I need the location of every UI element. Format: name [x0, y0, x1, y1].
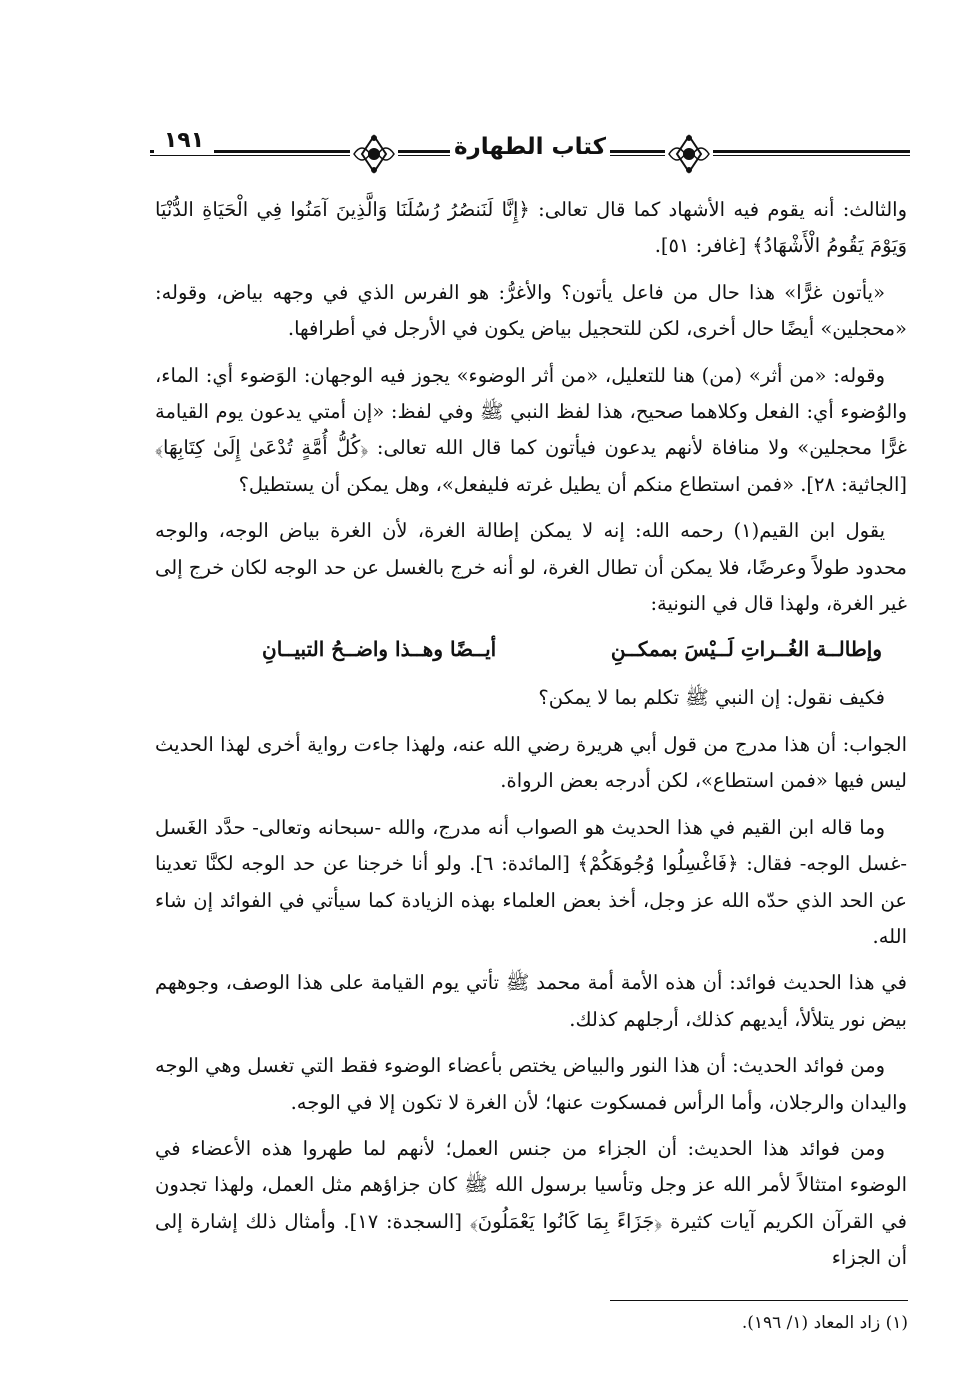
page-number: ١٩١: [154, 128, 214, 154]
page-header: [150, 128, 910, 188]
floral-ornament-icon: [350, 132, 398, 176]
poetry-verse: [262, 632, 882, 666]
paragraph: ومن فوائد الحديث: أن هذا النور والبياض يختص بأعضاء الوضوء فقط التي تغسل وهي الوجه واليدان والرجلان، وأما الرأس فمسكوت عنها؛ لأن الغرة لا تكون إلا في الوجه.: [155, 1054, 907, 1114]
floral-ornament-icon: [665, 132, 713, 176]
paragraph: «يأتون غرًّا» هذا حال من فاعل يأتون؟ والأغرُّ: هو الفرس الذي في وجهه بياض، وقوله: «محجلين» أيضًا حال أخرى، لكن للتحجيل بياض يكون في الأرجل في أطرافها.: [155, 280, 907, 341]
verse-first-half: وإطالــة الغُــراتِ لَــيْسَ بممكــنِ: [610, 637, 882, 662]
chapter-title: كتاب الطهارة: [450, 134, 610, 174]
paragraph: والثالث: أنه يقوم فيه الأشهاد كما قال تعالى: ﴿إِنَّا لَنَنصُرُ رُسُلَنَا وَالَّذِينَ آمَنُوا فِي الْحَيَاةِ الدُّنْيَا وَيَوْمَ يَقُومُ الْأَشْهَادُ﴾ [غافر: ٥١].: [155, 198, 907, 258]
paragraph: يقول ابن القيم(١) رحمه الله: إنه لا يمكن إطالة الغرة، لأن الغرة بياض الوجه، والوجه محدود طولاً وعرضًا، فلا يمكن أن تطال الغرة، لو أنه خرج بالغسل عن حد الوجه لكان خرج إلى غير الغرة، ولهذا قال في النونية:: [155, 519, 907, 616]
paragraph: وقوله: «من أثر» (من) هنا للتعليل، «من أثر الوضوء» يجوز فيه الوجهان: الوَضوء أي: الماء، والوُضوء أي: الفعل وكلاهما صحيح، هذا لفظ النبي ﷺ وفي لفظ: «إن أمتي يدعون يوم القيامة غرًّا محجلين» ولا منافاة لأنهم يدعون فيأتون كما قال الله تعالى: ﴿كُلُّ أُمَّةٍ تُدْعَىٰ إِلَىٰ كِتَابِهَا﴾ [الجاثية: ٢٨]. «فمن استطاع منكم أن يطيل غرته فليفعل»، وهل يمكن أن يستطيل؟: [155, 363, 907, 496]
paragraph: فكيف نقول: إن النبي ﷺ تكلم بما لا يمكن؟: [538, 686, 885, 710]
paragraph: ومن فوائد هذا الحديث: أن الجزاء من جنس العمل؛ لأنهم لما طهروا هذه الأعضاء في الوضوء امتثالاً لأمر الله عز وجل وتأسيا برسول الله ﷺ كان جزاؤهم مثل العمل، ولهذا تجدون في القرآن الكريم آيات كثيرة ﴿جَزَاءً بِمَا كَانُوا يَعْمَلُونَ﴾ [السجدة: ١٧]. وأمثال ذلك إشارة إلى أن الجزاء: [155, 1136, 907, 1270]
main-text: [155, 192, 907, 1287]
footnote: (١) زاد المعاد (١/ ١٩٦).: [741, 1313, 908, 1333]
paragraph: الجواب: أن هذا مدرج من قول أبي هريرة رضي الله عنه، ولهذا جاءت رواية أخرى لهذا الحديث ليس فيها «فمن استطاع»، لكن أدرجه بعض الرواة.: [155, 732, 907, 793]
footnote-divider: [610, 1300, 908, 1301]
paragraph: وما قاله ابن القيم في هذا الحديث هو الصواب أنه مدرج، والله -سبحانه وتعالى- حدَّد الغَسل -غسل الوجه- فقال: ﴿فَاغْسِلُوا وُجُوهَكُمْ﴾ [المائدة: ٦]. ولو أنا خرجنا عن حد الوجه لكنَّا تعدينا عن الحد الذي حدّه الله عز وجل، أخذ بعض العلماء بهذه الزيادة كما سيأتي في الفوائد إن شاء الله.: [155, 815, 907, 948]
verse-second-half: أيــضًا وهــذا واضــحُ التبيــانِ: [262, 637, 497, 662]
paragraph: في هذا الحديث فوائد: أن هذه الأمة أمة محمد ﷺ تأتي يوم القيامة على هذا الوصف، وجوههم بيض نور يتلألأ، أيديهم كذلك، أرجلهم كذلك.: [155, 971, 907, 1031]
